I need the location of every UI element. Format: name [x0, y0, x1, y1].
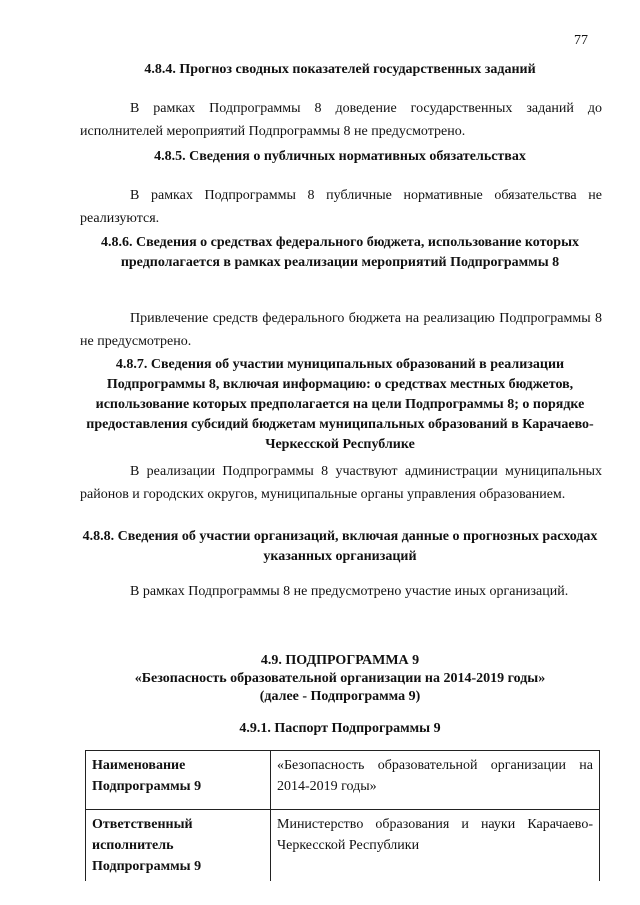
passport-label-name: Наименование Подпрограммы 9	[86, 751, 271, 810]
heading-4-8-7: 4.8.7. Сведения об участии муниципальных образований в реализации Подпрограммы 8, включая информацию: о средствах местных бюджетов, использование которых предполагается на цели Подпрограммы 8; о порядке предоставления субсидий бюджетам муниципальных образований в Карачаево-Черкесской Республике	[86, 357, 594, 452]
passport-value-executor: Министерство образования и науки Карачаево-Черкесской Республики	[271, 810, 600, 882]
paragraph-4-8-4: В рамках Подпрограммы 8 доведение государственных заданий до исполнителей мероприятий Подпрограммы 8 не предусмотрено.	[80, 101, 602, 139]
paragraph-4-8-6: Привлечение средств федерального бюджета на реализацию Подпрограммы 8 не предусмотрено.	[80, 311, 602, 349]
subprogram-9-title: 4.9. ПОДПРОГРАММА 9	[260, 653, 420, 668]
subprogram-9-note: (далее - Подпрограмма 9)	[259, 689, 421, 704]
paragraph-4-8-5: В рамках Подпрограммы 8 публичные нормативные обязательства не реализуются.	[80, 188, 602, 226]
heading-4-8-5: 4.8.5. Сведения о публичных нормативных обязательствах	[154, 149, 526, 164]
table-row	[86, 751, 600, 810]
heading-4-9-1: 4.9.1. Паспорт Подпрограммы 9	[239, 721, 441, 736]
paragraph-4-8-8: В рамках Подпрограммы 8 не предусмотрено участие иных организаций.	[130, 584, 569, 599]
heading-4-8-6: 4.8.6. Сведения о средствах федерального бюджета, использование которых предполагается в рамках реализации мероприятий Подпрограммы 8	[100, 235, 580, 270]
page-number: 77	[574, 33, 588, 48]
heading-4-8-4: 4.8.4. Прогноз сводных показателей государственных заданий	[144, 62, 536, 77]
paragraph-4-8-7: В реализации Подпрограммы 8 участвуют администрации муниципальных районов и городских округов, муниципальные органы управления образованием.	[80, 464, 602, 502]
table-row	[86, 810, 600, 882]
passport-table	[85, 750, 600, 881]
subprogram-9-subtitle: «Безопасность образовательной организации на 2014-2019 годы»	[134, 671, 546, 686]
passport-label-executor: Ответственный исполнитель Подпрограммы 9	[86, 810, 271, 882]
passport-value-name: «Безопасность образовательной организации на 2014-2019 годы»	[271, 751, 600, 810]
heading-4-8-8: 4.8.8. Сведения об участии организаций, включая данные о прогнозных расходах указанных организаций	[82, 529, 598, 564]
